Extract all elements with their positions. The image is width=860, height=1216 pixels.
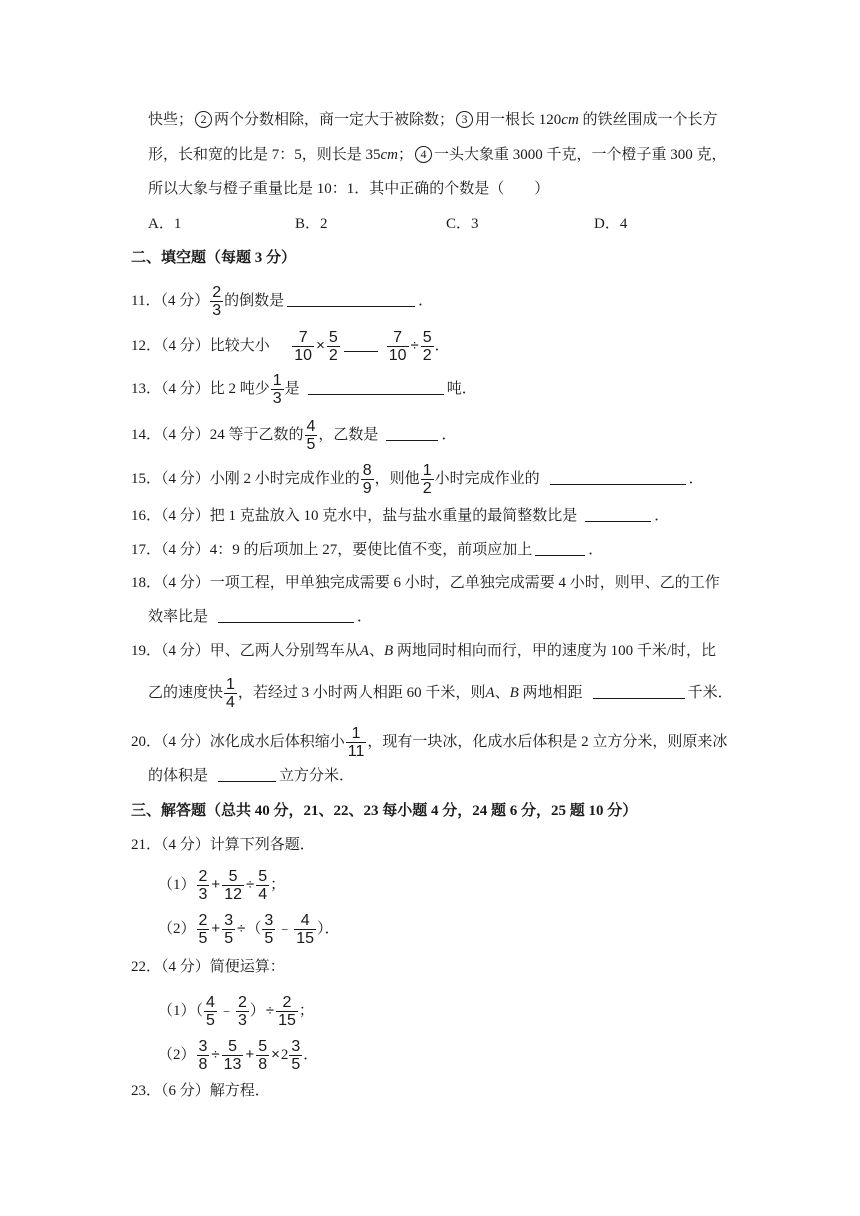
fraction [276,994,298,1029]
plus-sign: + [211,919,221,937]
denominator: 3 [237,1012,247,1029]
denominator: 5 [306,436,316,453]
left-paren: （ [195,1002,204,1019]
answer-blank[interactable] [218,766,276,782]
circle-4-icon: 4 [415,146,432,163]
punct: ． [441,426,457,443]
q10-text: ； [398,147,414,163]
choice-b: B．2 [295,216,328,232]
point-b: B [509,684,519,701]
point-a: A [359,643,369,659]
numerator: 7 [393,329,403,346]
q21-part-1 [158,868,285,903]
q19-text: 两地相距 [518,684,583,701]
denominator: 4 [258,886,268,903]
plus-sign: + [211,875,221,893]
q12-text: 12．（4 分）比较大小 [131,337,270,354]
answer-blank[interactable] [218,607,354,623]
q22-part-2 [158,1038,318,1073]
q15-text: 小时完成作业的 [434,470,540,487]
numerator: 5 [328,329,338,346]
q19-text: ，若经过 3 小时两人相距 60 千米，则 [237,684,486,701]
part-label: （1） [158,876,196,893]
fraction [292,329,314,364]
denominator: 10 [294,347,313,364]
fraction [256,868,269,903]
fraction [204,994,217,1029]
fraction [197,868,210,903]
fraction [387,329,409,364]
divide-sign: ÷ [410,336,419,354]
fraction [421,329,434,364]
denominator: 12 [224,886,242,903]
plus-sign: + [245,1045,255,1063]
answer-blank[interactable] [287,291,415,307]
q13-text: 13．（4 分）比 2 吨少 [131,380,270,397]
numerator: 2 [212,284,222,301]
numerator: 3 [264,912,274,929]
q14 [131,418,456,453]
q10-line-2 [148,144,727,166]
q11-text: 的倒数是 [224,292,285,309]
q10-line-3 [148,178,549,200]
numerator: 2 [198,868,208,885]
fraction [262,912,275,947]
q17-text: 17．（4 分）4：9 的后项加上 27，要使比值不变，前项应加上 [131,542,533,558]
q20-text: ，现有一块冰，化成水后体积是 2 立方分米，则原来冰 [367,733,728,750]
denominator: 13 [223,1056,242,1073]
q20-line-1 [131,725,727,760]
q10-text: 形，长和宽的比是 7：5，则长是 35 [148,147,381,163]
answer-blank[interactable] [308,379,444,395]
punct: ； [298,1002,314,1019]
fraction [197,912,210,947]
choice-c: C．3 [446,216,479,232]
q20-line-2 [148,765,354,787]
q22-part-1 [158,994,314,1029]
fraction [421,462,434,497]
denominator: 2 [328,347,338,364]
choice-d: D．4 [594,216,628,232]
q19-line-1 [131,640,716,662]
punct: ． [418,292,434,309]
q10-line-1 [148,109,718,131]
q11-number: 11．（4 分） [131,292,210,309]
denominator: 2 [422,347,432,364]
left-paren: （ [246,920,262,937]
denominator: 9 [362,480,372,497]
divide-sign: ÷ [211,1045,220,1063]
q20-text: 20．（4 分）冰化成水后体积缩小 [131,733,345,750]
answer-blank[interactable] [593,683,685,699]
fraction [346,725,367,760]
part-label: （1） [158,1002,196,1019]
point-b: B [383,643,394,659]
minus-sign: ﹣ [218,1001,234,1019]
times-sign: × [271,1045,280,1063]
denominator: 5 [291,1056,301,1073]
punct: ． [688,470,704,487]
q10-text: 的铁丝围成一个长方 [578,112,718,128]
q20-text: 的体积是 [148,768,209,784]
numerator: 5 [422,329,432,346]
numerator: 4 [300,912,310,929]
q11 [131,284,433,319]
q10-text: 所以大象与橙子重量比是 10：1．其中正确的个数是（ ） [148,181,550,197]
numerator: 1 [351,725,361,742]
denominator: 5 [206,1012,215,1029]
denominator: 5 [224,930,234,947]
answer-blank[interactable] [550,469,686,485]
part-label: （2） [158,920,196,937]
numerator: 7 [298,329,308,346]
numerator: 2 [198,912,208,929]
q19-text: 两地同时相向而行，甲的速度为 100 千米/时，比 [393,643,717,659]
punct: ． [434,337,450,354]
q23-title: 23．（6 分）解方程． [131,1083,270,1099]
numerator: 1 [272,372,282,389]
denominator: 8 [258,1056,268,1073]
q19-text: 19．（4 分）甲、乙两人分别驾车从 [131,643,360,659]
unit-cm: cm [561,112,579,128]
unit: 千米． [687,684,733,701]
punct: ； [270,876,286,893]
q19-text: 、 [368,643,384,659]
fraction [256,1038,269,1073]
q15-text: 15．（4 分）小刚 2 小时完成作业的 [131,470,360,487]
q15-text: ，则他 [374,470,420,487]
whole-number: 2 [280,1046,289,1063]
punct: ． [303,1046,319,1063]
point-a: A [485,684,495,701]
denominator: 4 [226,694,235,711]
q18-line-1: 18．（4 分）一项工程，甲单独完成需要 6 小时，乙单独完成需要 4 小时，则甲、乙的工作 [131,575,720,591]
unit: 立方分米． [279,768,355,784]
q22-title: 22．（4 分）简便运算： [131,959,285,975]
circle-3-icon: 3 [456,111,473,128]
q10-text: 用一根长 120 [475,112,562,128]
denominator: 5 [264,930,274,947]
denominator: 8 [198,1056,208,1073]
choice-a: A．1 [148,216,182,232]
q13 [131,372,477,407]
numerator: 2 [282,994,292,1011]
q18-text: 效率比是 [148,609,209,625]
fraction [289,1038,302,1073]
q13-text: 是 [284,380,300,397]
right-paren: ） [249,1002,265,1019]
numerator: 3 [198,1038,208,1055]
q10-text: 两个分数相除，商一定大于被除数； [214,112,455,128]
numerator: 5 [258,868,268,885]
q17 [131,539,603,561]
punct: ． [324,920,340,937]
fraction [294,912,316,947]
q15 [131,462,704,497]
fraction [210,284,223,319]
minus-sign: ﹣ [277,919,293,937]
denominator: 3 [272,390,282,407]
numerator: 3 [291,1038,301,1055]
fraction [327,329,340,364]
unit-cm: cm [380,147,399,163]
denominator: 3 [198,886,208,903]
fraction [222,868,244,903]
fraction [305,418,318,453]
part-label: （2） [158,1046,196,1063]
q19-text: 乙的速度快 [148,684,224,701]
q21-part-2 [158,912,340,947]
circle-2-icon: 2 [195,111,212,128]
q19-line-2 [148,676,733,711]
answer-blank[interactable] [386,425,438,441]
numerator: 4 [306,418,316,435]
fraction [271,372,284,407]
denominator: 3 [212,302,222,319]
fraction [224,676,237,711]
numerator: 1 [226,676,235,693]
numerator: 5 [258,1038,268,1055]
punct: ． [588,542,604,558]
numerator: 5 [228,1038,237,1055]
numerator: 5 [228,868,238,885]
denominator: 5 [198,930,208,947]
punct: ． [357,609,373,625]
answer-blank[interactable] [585,506,651,522]
q16-text: 16．（4 分）把 1 克盐放入 10 克水中，盐与盐水重量的最简整数比是 [131,508,578,524]
divide-sign: ÷ [265,1001,275,1019]
denominator: 11 [347,743,365,760]
times-sign: × [316,336,325,354]
numerator: 1 [422,462,432,479]
q10-text: 一头大象重 3000 千克，一个橙子重 300 克， [434,147,727,163]
fraction [222,1038,244,1073]
fraction [222,912,235,947]
q18-line-2 [148,606,372,628]
denominator: 2 [422,480,432,497]
q10-text: 快些； [148,112,194,128]
fraction [236,994,249,1029]
divide-sign: ÷ [245,875,255,893]
numerator: 8 [362,462,372,479]
answer-blank[interactable] [535,540,585,556]
q12 [131,329,450,364]
q14-text: 14．（4 分）24 等于乙数的 [131,426,304,443]
section-2-title: 二、填空题（每题 3 分） [131,250,297,266]
q21-title: 21．（4 分）计算下列各题． [131,837,315,853]
numerator: 4 [206,994,215,1011]
punct: ． [654,508,670,524]
divide-sign: ÷ [237,919,246,937]
q16 [131,505,669,527]
q14-text: ，乙数是 [318,426,379,443]
denominator: 10 [388,347,407,364]
denominator: 15 [296,930,315,947]
unit: 吨． [446,380,477,397]
answer-blank[interactable] [344,336,378,352]
numerator: 3 [224,912,234,929]
q19-text: 、 [494,684,510,701]
denominator: 15 [278,1012,296,1029]
right-paren: ） [317,920,325,937]
fraction [361,462,374,497]
section-3-title: 三、解答题（总共 40 分，21、22、23 每小题 4 分，24 题 6 分，25 题 10 分） [131,803,638,819]
fraction [197,1038,210,1073]
numerator: 2 [237,994,247,1011]
